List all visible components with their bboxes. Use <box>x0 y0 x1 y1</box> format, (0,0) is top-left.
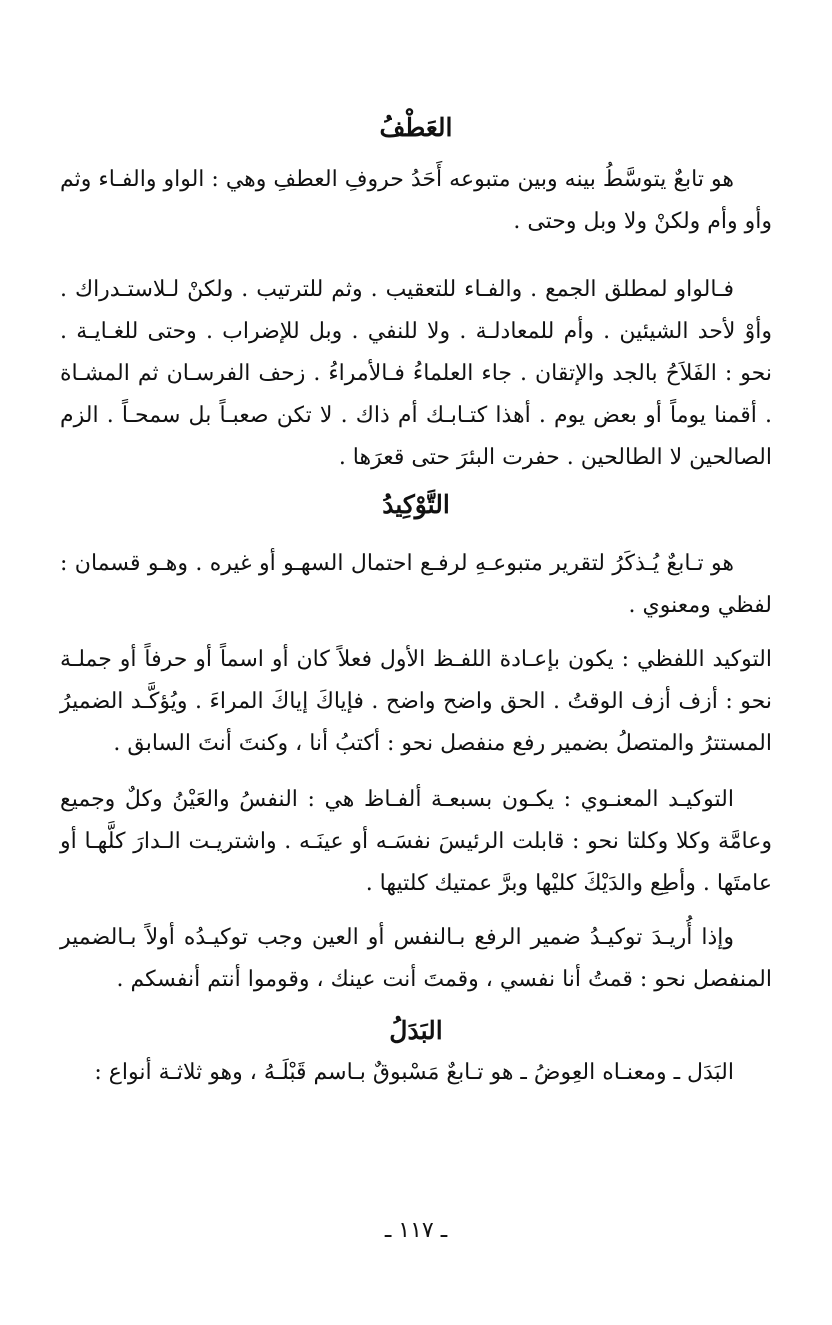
section-tawkid <box>60 489 772 1002</box>
section-heading-tawkid: التَّوْكِيدُ <box>382 489 450 519</box>
paragraph-badal-definition: البَدَل ـ ومعنـاه العِوضُ ـ هو تـابعٌ مَسْبوقٌ بـاسم قَبْلَـهُ ، وهو ثلاثـة أنواع : <box>94 1059 734 1085</box>
paragraph-atf-meanings: فـالواو لمطلق الجمع . والفـاء للتعقيب . وثم للترتيب . ولكنْ لـلاستـدراك . وأوْ لأحد الشيئين . وأم للمعادلـة . ولا للنفي . وبل للإضراب . وحتى للغـايـة . نحو : الفَلاَحُ بالجد والإتقان . جاء العلماءُ فـالأمراءُ . زحف الفرسـان ثم المشـاة . أقمنا يوماً أو بعض يوم . أهذا كتـابـك أم ذاك . لا تكن صعبـاً بل سمحـاً . الزم الصالحين لا الطالحين . حفرت البئرَ حتى قعرَها . <box>60 276 772 470</box>
section-heading-badal: البَدَلُ <box>389 1016 443 1045</box>
page-number: ـ ١١٧ ـ <box>384 1218 448 1243</box>
paragraph-tawkid-pronoun: وإذا أُريـدَ توكيـدُ ضمير الرفع بـالنفس أو العين وجب توكيـدُه أولاً بـالضمير المنفصل نحو : قمتُ أنا نفسي ، وقمتَ أنت عينك ، وقوموا أنتم أنفسكم . <box>60 925 772 992</box>
paragraph-tawkid-manawi: التوكيـد المعنـوي : يكـون بسبعـة ألفـاظ هي : النفسُ والعَيْنُ وكلٌ وجميع وعامَّة وكلا وكلتا نحو : قابلت الرئيسَ نفسَـه أو عينَـه . واشتريـت الـدارَ كلَّهـا أو عامتَها . وأطِع والدَيْكَ كليْها وبرَّ عمتيك كلتيها . <box>60 787 772 896</box>
paragraph-tawkid-lafzi: التوكيد اللفظي : يكون بإعـادة اللفـظ الأول فعلاً كان أو اسماً أو حرفاً أو جملـة نحو : أزف أزف الوقتُ . الحق واضح واضح . فإياكَ إياكَ المراءَ . ويُؤكَّـد الضميرُ المستترُ والمتصلُ بضمير رفع منفصل نحو : أكتبُ أنا ، وكنتَ أنتَ السابق . <box>60 647 772 756</box>
section-atf <box>60 112 772 479</box>
section-heading-atf: العَطْفُ <box>379 113 453 142</box>
paragraph-tawkid-definition: هو تـابعٌ يُـذكَرُ لتقرير متبوعـهِ لرفـع احتمال السهـو أو غيره . وهـو قسمان : لفظي ومعنوي . <box>60 551 772 618</box>
paragraph-atf-definition: هو تابعٌ يتوسَّطُ بينه وبين متبوعه أَحَدُ حروفِ العطفِ وهي : الواو والفـاء وثم وأو وأم ولكنْ ولا وبل وحتى . <box>60 166 772 234</box>
section-badal <box>60 1015 772 1094</box>
